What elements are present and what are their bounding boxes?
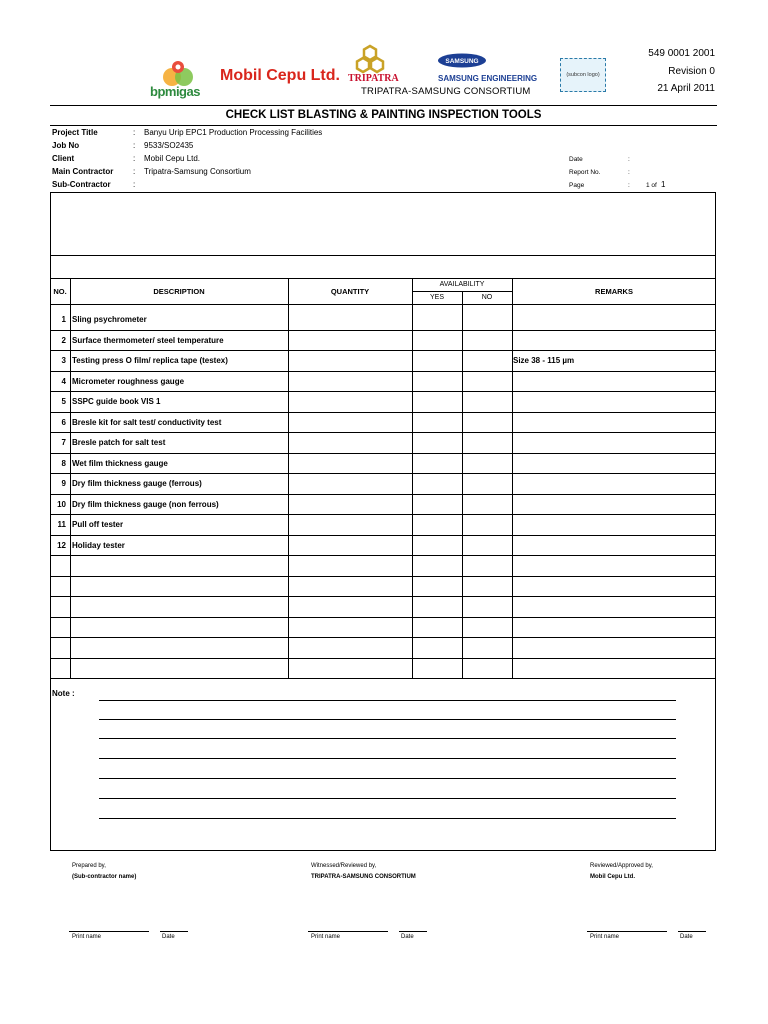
col-header-availability: AVAILABILITY — [439, 281, 485, 288]
row-description: Wet film thickness gauge — [72, 458, 168, 468]
note-line — [99, 738, 676, 739]
job-no-label: Job No — [52, 141, 80, 150]
row-description: Sling psychrometer — [72, 315, 147, 324]
row-number: 11 — [57, 520, 66, 529]
subcon-logo-text: (subcon logo) — [566, 71, 600, 78]
page-title: CHECK LIST BLASTING & PAINTING INSPECTION TOOLS — [225, 109, 542, 121]
signature-party: (Sub-contractor name) — [72, 874, 137, 880]
page-value: 1 of — [646, 182, 657, 189]
subcon-logo-placeholder — [560, 58, 606, 92]
col-header-no: NO. — [53, 287, 67, 296]
print-name-label: Print name — [590, 934, 620, 940]
row-number: 9 — [61, 479, 66, 488]
col-header-description: DESCRIPTION — [153, 287, 205, 296]
column-divider — [70, 278, 71, 678]
report-date-label: Date — [569, 156, 583, 163]
row-divider — [50, 555, 716, 556]
job-no-colon: : — [133, 141, 136, 150]
print-name-line — [587, 931, 667, 932]
table-top-line — [50, 278, 716, 279]
document-revision: Revision 0 — [668, 66, 715, 77]
print-name-label: Print name — [72, 934, 102, 940]
signature-party: TRIPATRA-SAMSUNG CONSORTIUM — [311, 874, 416, 880]
company-name: Mobil Cepu Ltd. — [220, 67, 340, 84]
page-label: Page — [569, 182, 585, 189]
project-title-colon: : — [133, 128, 136, 137]
row-divider — [50, 432, 716, 433]
blank-area-divider — [50, 255, 716, 256]
col-header-quantity: QUANTITY — [330, 287, 370, 296]
sub-contractor-label: Sub-Contractor — [52, 180, 111, 189]
row-number: 2 — [61, 335, 66, 345]
row-divider — [50, 678, 716, 679]
main-contractor-label: Main Contractor — [52, 167, 114, 176]
row-number: 5 — [61, 397, 66, 406]
row-divider — [50, 535, 716, 536]
signature-role: Witnessed/Reviewed by, — [311, 863, 377, 869]
col-header-no-avail: NO — [481, 294, 493, 301]
signature-role: Prepared by, — [72, 863, 106, 869]
row-number: 3 — [61, 356, 66, 365]
tripatra-logo-text: TRIPATRA — [348, 73, 399, 84]
report-no-label: Report No. — [569, 169, 601, 176]
row-description: SSPC guide book VIS 1 — [72, 397, 161, 406]
row-description: Holiday tester — [72, 540, 125, 550]
job-no-value: 9533/SO2435 — [144, 141, 194, 150]
row-divider — [50, 576, 716, 577]
title-divider — [50, 125, 717, 126]
row-divider — [50, 350, 716, 351]
client-colon: : — [133, 154, 136, 163]
row-divider — [50, 453, 716, 454]
col-header-yes: YES — [429, 294, 444, 301]
row-description: Bresle kit for salt test/ conductivity test — [72, 417, 222, 427]
row-number: 1 — [61, 315, 66, 324]
col-header-remarks: REMARKS — [595, 287, 633, 296]
note-line — [99, 798, 676, 799]
table-header-bottom-line — [50, 304, 716, 305]
row-number: 4 — [61, 376, 66, 386]
column-divider — [512, 278, 513, 678]
row-divider — [50, 412, 716, 413]
row-divider — [50, 473, 716, 474]
row-number: 6 — [61, 417, 66, 427]
row-divider — [50, 330, 716, 331]
column-divider — [412, 278, 413, 678]
consortium-text: TRIPATRA-SAMSUNG CONSORTIUM — [361, 86, 531, 97]
page-colon: : — [628, 182, 630, 189]
note-line — [99, 719, 676, 720]
note-label: Note : — [52, 689, 75, 698]
row-divider — [50, 658, 716, 659]
row-number: 12 — [57, 540, 66, 550]
note-line — [99, 778, 676, 779]
sub-contractor-colon: : — [133, 180, 136, 189]
row-divider — [50, 391, 716, 392]
date-label: Date — [162, 934, 175, 940]
svg-text:SAMSUNG: SAMSUNG — [445, 58, 479, 65]
row-number: 10 — [57, 499, 66, 509]
document-date: 21 April 2011 — [657, 83, 715, 94]
note-line — [99, 758, 676, 759]
page-total: 1 — [661, 180, 666, 189]
report-no-colon: : — [628, 169, 630, 176]
client-value: Mobil Cepu Ltd. — [144, 154, 201, 163]
row-description: Pull off tester — [72, 520, 124, 529]
row-description: Micrometer roughness gauge — [72, 376, 185, 386]
row-divider — [50, 514, 716, 515]
row-number: 7 — [61, 438, 66, 447]
row-number: 8 — [61, 458, 66, 468]
date-label: Date — [680, 934, 693, 940]
project-title-value: Banyu Urip EPC1 Production Processing Facilities — [144, 128, 323, 137]
row-divider — [50, 596, 716, 597]
date-label: Date — [401, 934, 414, 940]
document-number: 549 0001 2001 — [648, 48, 715, 59]
samsung-logo-icon — [437, 53, 487, 68]
print-name-label: Print name — [311, 934, 341, 940]
main-contractor-colon: : — [133, 167, 136, 176]
note-line — [99, 700, 676, 701]
row-description: Testing press O film/ replica tape (testex) — [72, 356, 228, 365]
column-divider — [288, 278, 289, 678]
report-date-colon: : — [628, 156, 630, 163]
print-name-line — [308, 931, 388, 932]
project-title-label: Project Title — [52, 128, 98, 137]
row-description: Bresle patch for salt test — [72, 438, 166, 447]
signature-party: Mobil Cepu Ltd. — [590, 874, 635, 880]
row-divider — [50, 617, 716, 618]
bpmigas-logo-text: bpmigas — [150, 84, 200, 99]
row-description: Dry film thickness gauge (ferrous) — [72, 479, 202, 488]
note-line — [99, 818, 676, 819]
signature-role: Reviewed/Approved by, — [590, 863, 653, 869]
row-divider — [50, 494, 716, 495]
samsung-engineering-text: SAMSUNG ENGINEERING — [438, 74, 538, 83]
client-label: Client — [52, 154, 75, 163]
date-line — [399, 931, 427, 932]
main-contractor-value: Tripatra-Samsung Consortium — [144, 167, 251, 176]
row-description: Surface thermometer/ steel temperature — [72, 335, 224, 345]
row-remarks: Size 38 - 115 µm — [513, 356, 575, 365]
row-description: Dry film thickness gauge (non ferrous) — [72, 499, 219, 509]
date-line — [160, 931, 188, 932]
print-name-line — [69, 931, 149, 932]
row-divider — [50, 371, 716, 372]
header-divider — [50, 105, 717, 106]
row-divider — [50, 637, 716, 638]
date-line — [678, 931, 706, 932]
